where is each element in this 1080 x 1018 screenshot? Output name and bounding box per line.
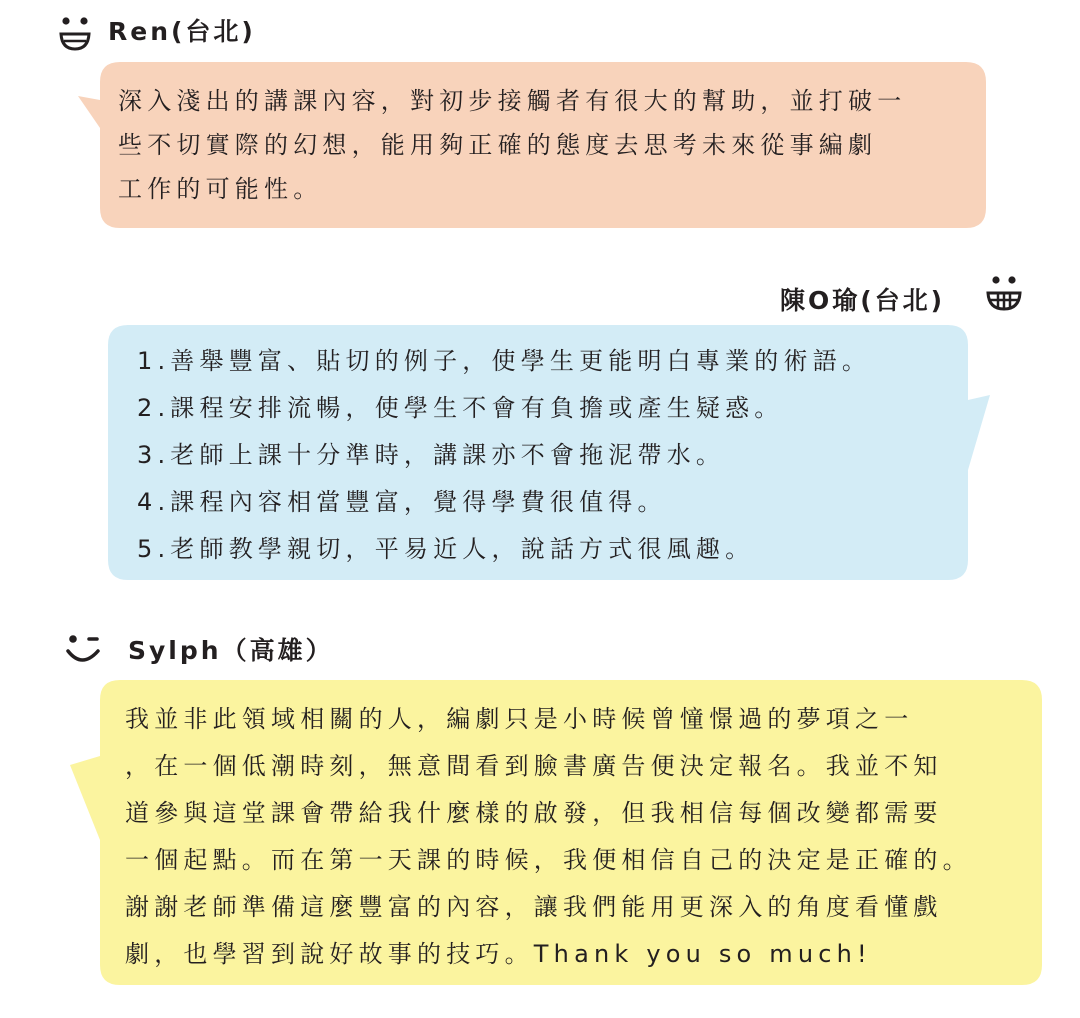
- review-text-ren: [118, 79, 906, 211]
- review-line: 4.課程內容相當豐富，覺得學費很值得。: [137, 488, 667, 516]
- grinning-face-icon: [984, 274, 1024, 314]
- review-line: 1.善舉豐富、貼切的例子，使學生更能明白專業的術語。: [137, 347, 872, 375]
- review-line: 我並非此領域相關的人，編劇只是小時候曾憧憬過的夢項之一: [125, 705, 914, 733]
- winking-smile-icon: [64, 633, 104, 669]
- review-line: 深入淺出的講課內容，對初步接觸者有很大的幫助，並打破一: [118, 87, 907, 115]
- reviewer-name-ren: Ren(台北): [108, 17, 256, 46]
- review-line: 3.老師上課十分準時，講課亦不會拖泥帶水。: [137, 441, 726, 469]
- review-line: ，在一個低潮時刻，無意間看到臉書廣告便決定報名。我並不知: [125, 752, 943, 780]
- reviewer-name-sylph: Sylph（高雄）: [128, 636, 334, 665]
- review-line: 些不切實際的幻想，能用夠正確的態度去思考未來從事編劇: [118, 131, 878, 159]
- review-line: 2.課程安排流暢，使學生不會有負擔或產生疑惑。: [137, 394, 784, 422]
- review-text-chen: [137, 338, 871, 573]
- review-text-sylph: [125, 696, 972, 978]
- smiley-face-icon: [58, 16, 92, 52]
- review-line: 工作的可能性。: [118, 175, 323, 203]
- review-line: 5.老師教學親切，平易近人，說話方式很風趣。: [137, 535, 755, 563]
- review-line: 道參與這堂課會帶給我什麼樣的啟發，但我相信每個改變都需要: [125, 799, 943, 827]
- review-line: 劇，也學習到說好故事的技巧。Thank you so much!: [125, 940, 872, 968]
- reviewer-name-chen: 陳O瑜(台北): [780, 286, 946, 315]
- review-line: 謝謝老師準備這麼豐富的內容，讓我們能用更深入的角度看懂戲: [125, 893, 943, 921]
- review-line: 一個起點。而在第一天課的時候，我便相信自己的決定是正確的。: [125, 846, 972, 874]
